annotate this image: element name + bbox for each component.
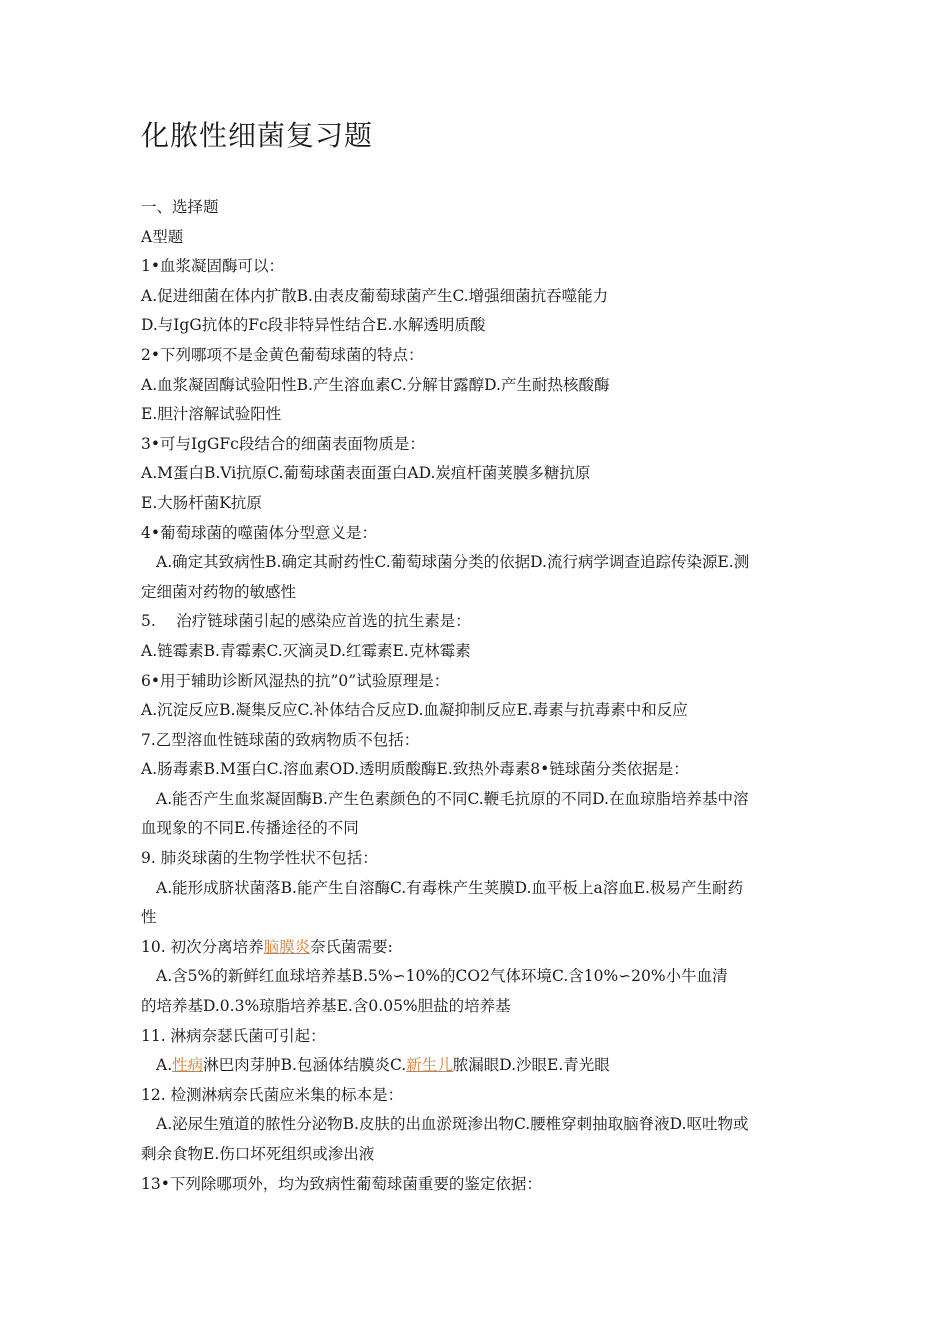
line-text: A.M蛋白B.Vi抗原C.葡萄球菌表面蛋白AD.炭疽杆菌荚膜多糖抗原 <box>141 464 591 483</box>
line-text: A.能否产生血浆凝固酶B.产生色素颜色的不同C.鞭毛抗原的不同D.在血琼脂培养基中溶 <box>156 789 749 808</box>
line-text: A. <box>156 1056 173 1075</box>
text-line <box>141 874 821 904</box>
line-text: 9. 肺炎球菌的生物学性状不包括： <box>141 849 378 868</box>
text-line <box>141 430 821 460</box>
line-text: 淋巴肉芽肿B.包涵体结膜炎C. <box>203 1056 407 1075</box>
line-text: 血现象的不同E.传播途径的不同 <box>141 819 359 838</box>
text-line <box>141 371 821 401</box>
text-line <box>141 844 821 874</box>
line-text: 4•葡萄球菌的噬菌体分型意义是： <box>141 523 378 542</box>
text-line <box>141 755 821 785</box>
line-text: A.促进细菌在体内扩散B.由表皮葡萄球菌产生C.增强细菌抗吞噬能力 <box>141 286 609 305</box>
text-line <box>141 962 821 992</box>
text-line <box>141 814 821 844</box>
line-text: 2•下列哪项不是金黄色葡萄球菌的特点： <box>141 345 424 364</box>
line-text: 1•血浆凝固酶可以： <box>141 257 285 276</box>
text-line <box>141 252 821 282</box>
text-line <box>141 1081 821 1111</box>
text-line <box>141 1022 821 1052</box>
line-text: 剩余食物E.伤口坏死组织或渗出液 <box>141 1145 375 1163</box>
text-line <box>141 933 821 963</box>
keyword-link[interactable]: 脑膜炎 <box>263 937 311 956</box>
subsection-heading: A型题 <box>141 227 184 246</box>
text-line <box>141 282 821 312</box>
section-heading: 一、选择题 <box>141 198 219 216</box>
line-text: 性 <box>141 908 157 927</box>
line-text: A.肠毒素B.M蛋白C.溶血素OD.透明质酸酶E.致热外毒素8•链球菌分类依据是： <box>141 760 689 779</box>
text-line <box>141 548 821 578</box>
text-line <box>141 578 821 608</box>
line-text: 13•下列除哪项外，均为致病性葡萄球菌重要的鉴定依据： <box>141 1174 542 1193</box>
text-line <box>141 1170 821 1200</box>
text-line <box>141 311 821 341</box>
line-text: 脓漏眼D.沙眼E.青光眼 <box>452 1056 610 1075</box>
text-line <box>141 1051 821 1081</box>
line-text: 11. 淋病奈瑟氏菌可引起： <box>141 1026 326 1045</box>
line-text: 12. 检测淋病奈氏菌应米集的标本是： <box>141 1085 404 1104</box>
line-text: 7.乙型溶血性链球菌的致病物质不包括： <box>141 730 420 749</box>
text-line <box>141 903 821 933</box>
line-text: A.含5%的新鲜红血球培养基B.5%∽10%的CO2气体环境C.含10%∽20%小牛血清 <box>156 967 728 986</box>
line-text: E.大肠杆菌K抗原 <box>141 493 262 512</box>
text-line <box>141 696 821 726</box>
document-body <box>141 193 821 1199</box>
line-text: 奈氏菌需要: <box>310 937 393 956</box>
line-text: A.泌尿生殖道的脓性分泌物B.皮肤的出血淤斑渗出物C.腰椎穿刺抽取脑脊液D.呕吐物或 <box>156 1115 749 1134</box>
text-line <box>141 637 821 667</box>
line-text: A.确定其致病性B.确定其耐药性C.葡萄球菌分类的依据D.流行病学调查追踪传染源E.测 <box>156 553 750 572</box>
text-line <box>141 519 821 549</box>
text-line <box>141 1140 821 1170</box>
line-text: A.沉淀反应B.凝集反应C.补体结合反应D.血凝抑制反应E.毒素与抗毒素中和反应 <box>141 701 688 720</box>
text-line <box>141 400 821 430</box>
line-text: 3•可与IgGFc段结合的细菌表面物质是： <box>141 434 425 453</box>
document-title: 化脓性细菌复习题 <box>141 119 374 152</box>
keyword-link[interactable]: 新生儿 <box>406 1056 453 1075</box>
line-text: D.与IgG抗体的Fc段非特异性结合E.水解透明质酸 <box>141 316 486 335</box>
line-text: 5. 治疗链球菌引起的感染应首选的抗生素是： <box>141 612 471 631</box>
text-line <box>141 992 821 1022</box>
text-line <box>141 1110 821 1140</box>
keyword-link[interactable]: 性病 <box>172 1056 204 1075</box>
text-line <box>141 341 821 371</box>
line-text: 6•用于辅助诊断风湿热的抗”0”试验原理是： <box>141 671 450 690</box>
text-line <box>141 607 821 637</box>
line-text: 的培养基D.0.3%琼脂培养基E.含0.05%胆盐的培养基 <box>141 997 511 1016</box>
text-line <box>141 489 821 519</box>
line-text: 10. 初次分离培养 <box>141 937 264 956</box>
text-line <box>141 459 821 489</box>
line-text: A.链霉素B.青霉素C.灭滴灵D.红霉素E.克林霉素 <box>141 641 471 660</box>
text-line <box>141 785 821 815</box>
line-text: A.能形成脐状菌落B.能产生自溶酶C.有毒株产生荚膜D.血平板上a溶血E.极易产生耐药 <box>156 878 743 897</box>
line-text: E.胆汁溶解试验阳性 <box>141 405 282 424</box>
question-lines <box>141 252 821 1199</box>
line-text: 定细菌对药物的敏感性 <box>141 582 297 601</box>
text-line <box>141 726 821 756</box>
text-line <box>141 667 821 697</box>
line-text: A.血浆凝固酶试验阳性B.产生溶血素C.分解甘露醇D.产生耐热核酸酶 <box>141 375 610 394</box>
